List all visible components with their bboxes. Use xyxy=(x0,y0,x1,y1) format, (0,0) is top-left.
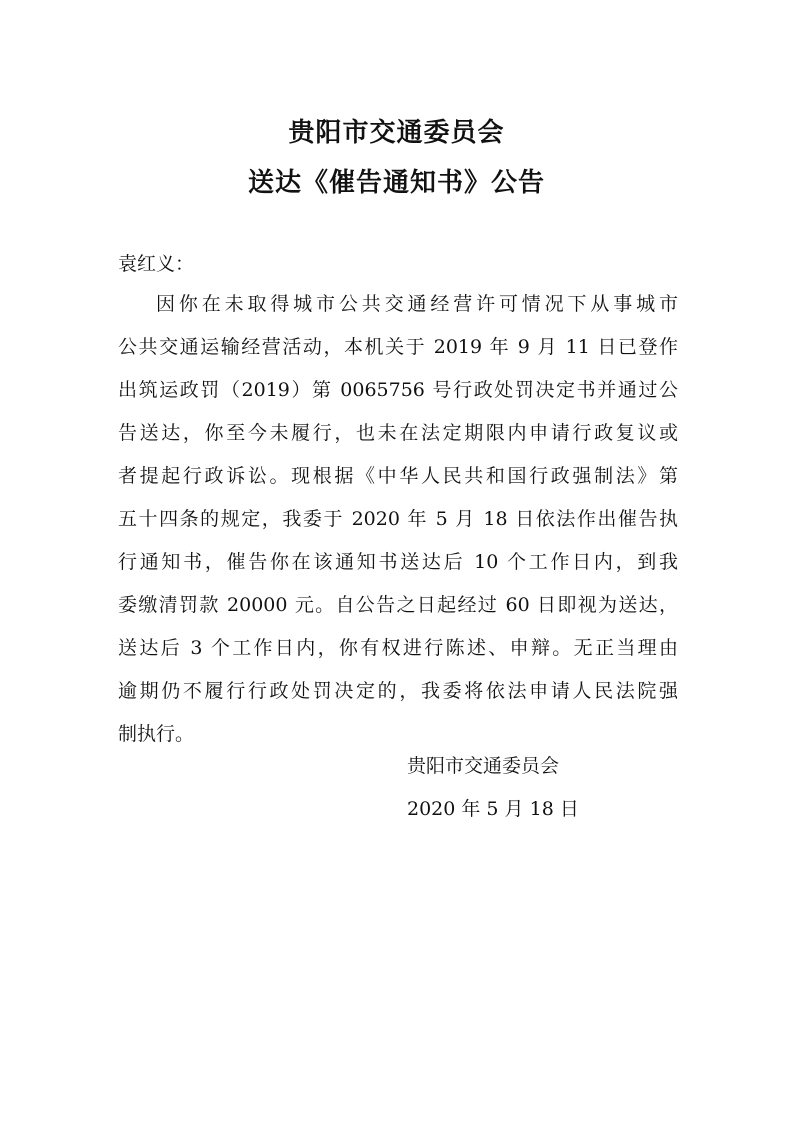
body-line: 告送达，你至今未履行，也未在法定期限内申请行政复议或 xyxy=(118,422,678,444)
body-line: 公共交通运输经营活动，本机关于 2019 年 9 月 11 日已登作 xyxy=(118,336,678,358)
body-line: 者提起行政诉讼。现根据《中华人民共和国行政强制法》第 xyxy=(118,465,678,487)
body-line: 制执行。 xyxy=(118,723,195,745)
body-line: 因你在未取得城市公共交通经营许可情况下从事城市 xyxy=(156,293,678,315)
document-title-notice: 送达《催告通知书》公告 xyxy=(247,168,545,198)
body-line: 五十四条的规定，我委于 2020 年 5 月 18 日依法作出催告执 xyxy=(118,508,678,530)
body-line: 委缴清罚款 20000 元。自公告之日起经过 60 日即视为送达， xyxy=(118,594,678,616)
document-title-issuer: 贵阳市交通委员会 xyxy=(288,118,505,148)
body-line: 行通知书，催告你在该通知书送达后 10 个工作日内，到我 xyxy=(118,551,678,573)
notice-body xyxy=(118,283,678,756)
signature-block xyxy=(407,745,579,831)
body-line: 逾期仍不履行行政处罚决定的，我委将依法申请人民法院强 xyxy=(118,680,678,702)
body-line: 出筑运政罚（2019）第 0065756 号行政处罚决定书并通过公 xyxy=(118,379,678,401)
signature-organization: 贵阳市交通委员会 xyxy=(407,755,560,777)
salutation: 袁红义： xyxy=(118,253,195,275)
body-line: 送达后 3 个工作日内，你有权进行陈述、申辩。无正当理由 xyxy=(118,637,678,659)
signature-date: 2020 年 5 月 18 日 xyxy=(407,798,579,820)
